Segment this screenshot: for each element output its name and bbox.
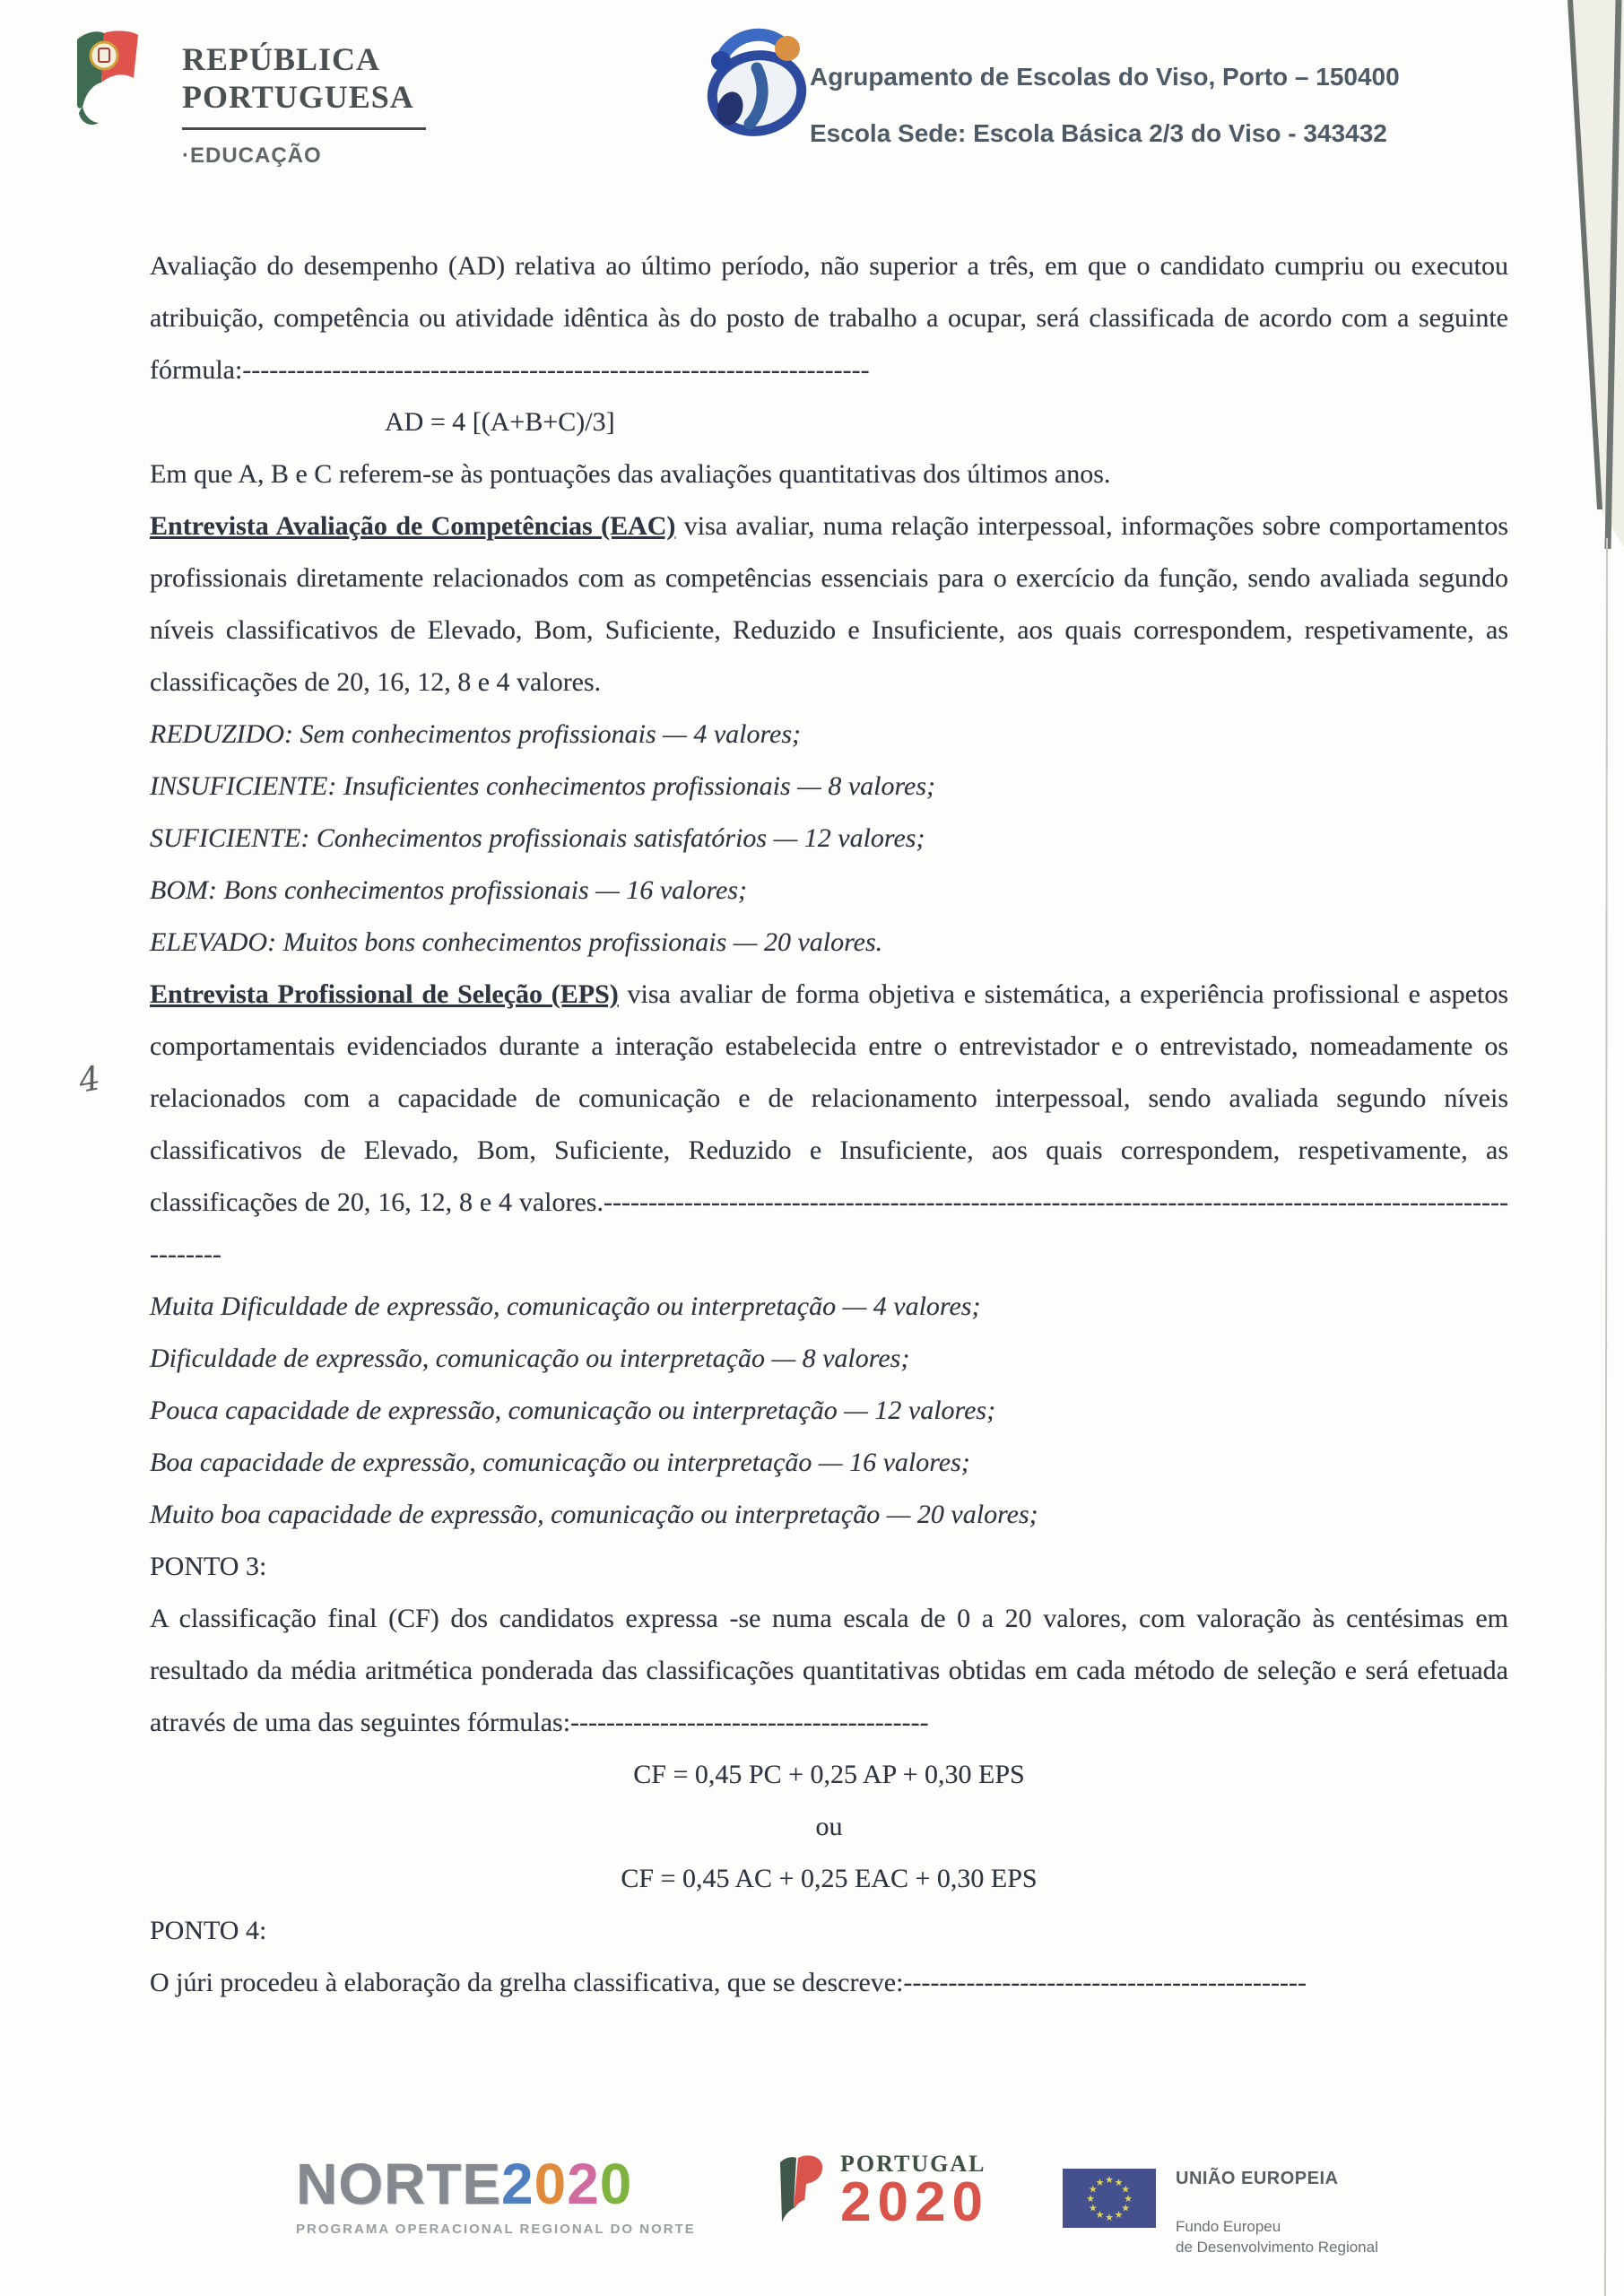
formula-ou: ou (815, 1812, 843, 1841)
school-sede: Escola Sede: Escola Básica 2/3 do Viso - 343432 (810, 119, 1387, 147)
eps-level-12: Pouca capacidade de expressão, comunicação ou interpretação — 12 valores; (150, 1396, 996, 1425)
eac-level-reduzido: REDUZIDO: Sem conhecimentos profissionais — 4 valores; (150, 719, 802, 749)
portuguese-republic-flag-icon (70, 27, 143, 133)
gov-brand-line2: PORTUGUESA (182, 79, 414, 115)
eps-level-4: Muita Dificuldade de expressão, comunicação ou interpretação — 4 valores; (150, 1292, 981, 1321)
paragraph-eps (150, 969, 1508, 1281)
norte2020-logo (296, 2152, 696, 2237)
gov-brand-line1: REPÚBLICA (182, 41, 381, 77)
eac-level-bom: BOM: Bons conhecimentos profissionais — 16 valores; (150, 875, 748, 905)
eac-text: visa avaliar, numa relação interpessoal, informações sobre comportamentos profissionais diretamente relacionados com as competências essenciais para o exercício da função, sendo avaliada segundo níveis classificativos de Elevado, Bom, Suficiente, Reduzido e Insuficiente, aos quais correspondem, respetivamente, as classificações de 20, 16, 12, 8 e 4 valores. (150, 511, 1508, 697)
eps-level-20: Muito boa capacidade de expressão, comunicação ou interpretação — 20 valores; (150, 1500, 1038, 1529)
portugal2020-brand-text: PORTUGAL (840, 2151, 986, 2177)
eac-level-suficiente: SUFICIENTE: Conhecimentos profissionais satisfatórios — 12 valores; (150, 823, 925, 853)
formula-cf1: CF = 0,45 PC + 0,25 AP + 0,30 EPS (633, 1760, 1025, 1789)
svg-text:★: ★ (1121, 2183, 1131, 2196)
norte2020-caption: PROGRAMA OPERACIONAL REGIONAL DO NORTE (296, 2222, 696, 2237)
paragraph-juri-grelha: O júri procedeu à elaboração da grelha classificativa, que se descreve:--------------------------------------------- (150, 1968, 1307, 1997)
eps-text: visa avaliar de forma objetiva e sistemática, a experiência profissional e aspetos comportamentais evidenciados durante a interação estabelecida entre o entrevistador e o entrevistado, nomeadamente os relacionados com a capacidade de comunicação e de relacionamento interpessoal, sendo avaliada segundo níveis classificativos de Elevado, Bom, Suficiente, Reduzido e Insuficiente, aos quais correspondem, respetivamente, as classificações de 20, 16, 12, 8 e 4 valores.------------------------------------------------------------------------------------------------------------- (150, 979, 1508, 1269)
norte2020-digit-3: 2 (567, 2152, 600, 2216)
norte2020-brand-text: NORTE (296, 2152, 501, 2216)
norte2020-digit-2: 0 (534, 2152, 568, 2216)
ponto4-label: PONTO 4: (150, 1916, 267, 1945)
eps-level-16: Boa capacidade de expressão, comunicação ou interpretação — 16 valores; (150, 1448, 970, 1477)
svg-text:★: ★ (1095, 2209, 1105, 2222)
school-crest-icon (701, 20, 813, 145)
gov-brand (182, 40, 426, 169)
eu-fund-line2: de Desenvolvimento Regional (1176, 2239, 1378, 2256)
svg-text:★: ★ (1088, 2202, 1098, 2214)
svg-text:★: ★ (1088, 2183, 1098, 2196)
paragraph-em-que-abc: Em que A, B e C referem-se às pontuações das avaliações quantitativas dos últimos anos. (150, 459, 1111, 489)
paragraph-eac (150, 500, 1508, 709)
svg-text:★: ★ (1095, 2176, 1105, 2188)
norte2020-digit-1: 2 (501, 2152, 534, 2216)
eu-title: UNIÃO EUROPEIA (1176, 2169, 1339, 2188)
svg-text:★: ★ (1086, 2193, 1095, 2205)
school-name: Agrupamento de Escolas do Viso, Porto – 150400 (810, 63, 1400, 91)
eac-level-insuficiente: INSUFICIENTE: Insuficientes conhecimentos profissionais — 8 valores; (150, 771, 936, 801)
formula-cf2: CF = 0,45 AC + 0,25 EAC + 0,30 EPS (621, 1864, 1038, 1893)
page-corner-fold (1498, 0, 1624, 2296)
svg-text:★: ★ (1121, 2202, 1131, 2214)
portugal2020-logo (776, 2151, 989, 2240)
eu-flag-icon (1063, 2169, 1156, 2228)
gov-brand-divider (182, 127, 426, 130)
school-header (810, 63, 1400, 148)
gov-brand-subtitle: ·EDUCAÇÃO (182, 144, 322, 168)
eu-funding-logo (1063, 2169, 1378, 2257)
eu-fund-line1: Fundo Europeu (1176, 2218, 1281, 2235)
svg-text:★: ★ (1114, 2176, 1124, 2188)
ponto3-label: PONTO 3: (150, 1552, 267, 1581)
portugal2020-year-text: 2020 (840, 2171, 989, 2233)
handwritten-page-number: 4 (75, 1058, 104, 1100)
norte2020-digit-4: 0 (599, 2152, 633, 2216)
svg-text:★: ★ (1105, 2174, 1114, 2186)
svg-text:★: ★ (1105, 2212, 1114, 2223)
eac-level-elevado: ELEVADO: Muitos bons conhecimentos profissionais — 20 valores. (150, 927, 883, 957)
paragraph-classificacao-final: A classificação final (CF) dos candidatos expressa -se numa escala de 0 a 20 valores, com valoração às centésimas em resultado da média aritmética ponderada das classificações quantitativas obtidas em cada método de seleção e será efetuada através de uma das seguintes fórmulas:---------------------------------------- (150, 1604, 1508, 1737)
eac-heading: Entrevista Avaliação de Competências (EAC) (150, 511, 676, 541)
document-body (150, 240, 1508, 2009)
portugal2020-flag-icon (776, 2151, 828, 2240)
svg-text:★: ★ (1124, 2193, 1133, 2205)
svg-text:★: ★ (1114, 2209, 1124, 2222)
paragraph-avaliacao-desempenho: Avaliação do desempenho (AD) relativa ao último período, não superior a três, em que o candidato cumpriu ou executou atribuição, competência ou atividade idêntica às do posto de trabalho a ocupar, será classificada de acordo com a seguinte fórmula:---------------------------------------------------------------------- (150, 251, 1508, 385)
eps-level-8: Dificuldade de expressão, comunicação ou interpretação — 8 valores; (150, 1344, 910, 1373)
eps-heading: Entrevista Profissional de Seleção (EPS) (150, 979, 619, 1009)
formula-ad: AD = 4 [(A+B+C)/3] (385, 407, 615, 437)
